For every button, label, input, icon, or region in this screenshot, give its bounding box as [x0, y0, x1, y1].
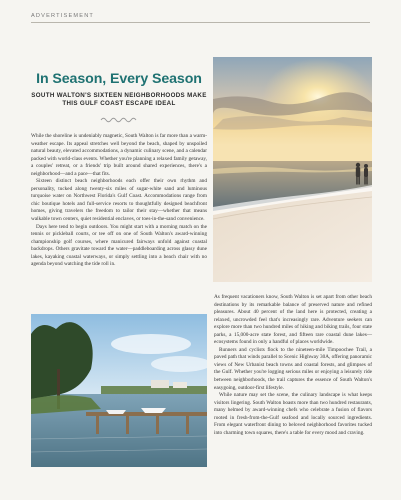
beach-sunset-photo [213, 57, 372, 282]
article-headline: In Season, Every Season [36, 71, 202, 87]
body-paragraph: Days here tend to begin outdoors. You might start with a morning match on the tennis or pickleball courts, or tee off on one of South Walton's award-winning championship golf courses, where manicured fairways unfold against coastal backdrops. Others gravitate toward the water—paddleboarding across glassy dune lakes, kayaking coastal waterways, or simply settling into a beach chair with no agenda beyond watching the tide roll in. [31, 223, 207, 268]
header-divider [31, 22, 370, 23]
body-paragraph: Sixteen distinct beach neighborhoods each offer their own rhythm and personality, tucked along twenty-six miles of sugar-white sand and luminous turquoise water on Northwest Florida's Gulf Coast. Accommodations range from chic boutique hotels and full-service resorts to thoughtfully designed beachfront homes, giving travelers the freedom to tailor their stay—whether that means walkable town centers, quiet residential enclaves, or toes-in-the-sand convenience. [31, 178, 207, 223]
body-paragraph: As frequent vacationers know, South Walton is set apart from other beach destinations by its remarkable balance of preserved nature and refined pleasures. About 40 percent of the land here is protected, creating a relaxed, uncrowded feel that's increasingly rare. Adventure seekers can explore more than two hundred miles of hiking and biking trails, four state parks, a 15,000-acre state forest, and fifteen rare coastal dune lakes—ecosystems found in only a handful of places worldwide. [214, 294, 372, 346]
article-body-right-column [214, 294, 372, 437]
wave-ornament-icon [100, 116, 138, 124]
body-paragraph: While the shoreline is undeniably magnetic, South Walton is far more than a warm-weather escape. Its appeal stretches well beyond the beach, shaped by unspoiled natural beauty, elevated accommodations, a dynamic culinary scene, and a calendar packed with world-class events. Whether you're planning a relaxed family getaway, a couples' retreat, or a friends' trip built around shared experiences, there's a neighborhood—and a pace—that fits. [31, 133, 207, 177]
article-body-left-column [31, 133, 207, 269]
advertisement-label: ADVERTISEMENT [31, 13, 95, 19]
body-paragraph: While nature may set the scene, the culinary landscape is what keeps visitors lingering. South Walton boasts more than two hundred restaurants, many helmed by award-winning chefs who celebrate a fusion of flavors rooted in fresh-from-the-Gulf seafood and locally sourced ingredients. From elegant waterfront dining to beloved neighborhood favorites tucked into charming town squares, there's a table for every mood and craving. [214, 392, 372, 436]
article-subhead: SOUTH WALTON'S SIXTEEN NEIGHBORHOODS MAKE THIS GULF COAST ESCAPE IDEAL [31, 92, 207, 108]
body-paragraph: Runners and cyclists flock to the nineteen-mile Timpoochee Trail, a paved path that winds parallel to Scenic Highway 30A, offering panoramic views of New Urbanist beach towns and coastal forests, and glimpses of the Gulf. Whether you're logging serious miles or enjoying a leisurely ride between neighborhoods, the trail captures the essence of South Walton's easygoing, outdoor-first lifestyle. [214, 346, 372, 391]
waterfront-marina-photo [31, 314, 207, 467]
